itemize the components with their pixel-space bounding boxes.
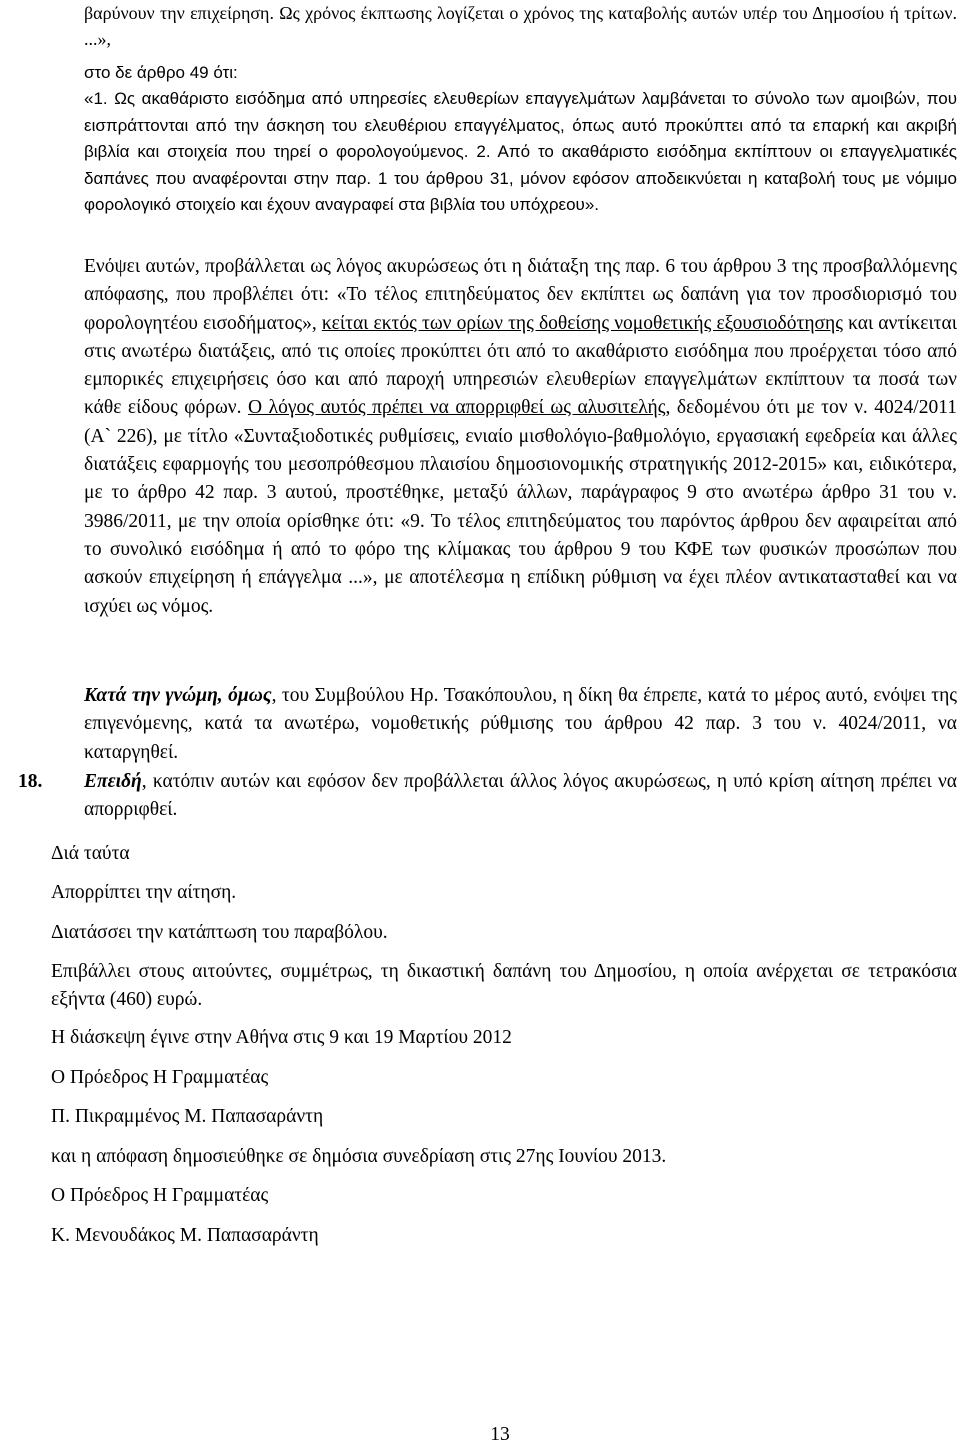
- ruling-forfeit: Διατάσσει την κατάπτωση του παραβόλου.: [51, 922, 388, 943]
- signatories-titles-2: Ο Πρόεδρος Η Γραμματέας: [51, 1185, 269, 1206]
- paragraph-18-text: , κατόπιν αυτών και εφόσον δεν προβάλλεται άλλος λόγος ακυρώσεως, η υπό κρίση αίτηση πρέπει να απορριφθεί.: [84, 771, 957, 821]
- signatories-titles-1: Ο Πρόεδρος Η Γραμματέας: [51, 1067, 269, 1088]
- ruling-rejects: Απορρίπτει την αίτηση.: [51, 882, 237, 903]
- underlined-phrase-2: Ο λόγος αυτός πρέπει να απορριφθεί ως αλυσιτελής: [248, 397, 666, 419]
- main-paragraph: [84, 253, 957, 621]
- deliberation-date: Η διάσκεψη έγινε στην Αθήνα στις 9 και 19 Μαρτίου 2012: [51, 1027, 512, 1048]
- signatories-names-2: Κ. Μενουδάκος Μ. Παπασαράντη: [51, 1225, 319, 1246]
- article-reference: στο δε άρθρο 49 ότι:: [84, 63, 238, 82]
- page-number: 13: [490, 1424, 510, 1445]
- main-text-1: Ενόψει αυτών, προβάλλεται ως λόγος ακυρώσεως ότι η διάταξη της παρ. 6 του άρθρου 3 της προσβαλλόμενης απόφασης, που προβλέπει ότι: «Το τέλος επιτηδεύματος δεν εκπίπτει ως δαπάνη για τον προσδιορισμό του φορολογητέου εισοδήματος»,: [84, 256, 957, 334]
- opinion-text: , του Συμβούλου Ηρ. Τσακόπουλου, η δίκη θα έπρεπε, κατά το μέρος αυτό, ενόψει της επιγενόμενης, κατά τα ανωτέρω, νομοθετικής ρύθμισης του άρθρου 42 παρ. 3 του ν. 4024/2011, να καταργηθεί.: [84, 685, 957, 763]
- minority-opinion: [84, 682, 957, 767]
- for-these-reasons: Διά ταύτα: [51, 843, 130, 864]
- signatories-names-1: Π. Πικραμμένος Μ. Παπασαράντη: [51, 1106, 324, 1127]
- main-text-2: και αντίκειται στις ανωτέρω διατάξεις, από τις οποίες προκύπτει ότι από το ακαθάριστο εισόδημα που προέρχεται τόσο από εμπορικές επιχειρήσεις όσο και από παροχή υπηρεσιών ελευθερίων επαγγελμάτων εκπίπτουν τα ποσά των κάθε είδους φόρων.: [84, 312, 957, 419]
- ruling-costs: Επιβάλλει στους αιτούντες, συμμέτρως, τη δικαστική δαπάνη του Δημοσίου, η οποία ανέρχεται σε τετρακόσια εξήντα (460) ευρώ.: [51, 961, 957, 1011]
- underlined-phrase-1: κείται εκτός των ορίων της δοθείσης νομοθετικής εξουσιοδότησης: [321, 312, 843, 334]
- article-quote: «1. Ως ακαθάριστο εισόδημα από υπηρεσίες ελευθερίων επαγγελμάτων λαμβάνεται το σύνολο των αμοιβών, που εισπράττονται από την άσκηση του ελευθέριου επαγγέλματος, όπως αυτό προκύπτει από τα επαρκή και ακριβή βιβλία και στοιχεία που τηρεί ο φορολογούμενος. 2. Από το ακαθάριστο εισόδημα εκπίπτουν οι επαγγελματικές δαπάνες που αναφέρονται στην παρ. 1 του άρθρου 31, μόνον εφόσον αποδεικνύεται η καταβολή τους με νόμιμο φορολογικό στοιχείο και έχουν αναγραφεί στα βιβλία του υπόχρεου».: [84, 89, 957, 214]
- paragraph-18: [18, 768, 957, 825]
- opinion-lead: Κατά την γνώμη, όμως: [84, 685, 272, 706]
- main-text-3: , δεδομένου ότι με τον ν. 4024/2011 (Α` 226), με τίτλο «Συνταξιοδοτικές ρυθμίσεις, ενιαίο μισθολόγιο-βαθμολόγιο, εργασιακή εφεδρεία και άλλες διατάξεις εφαρμογής του μεσοπρόθεσμου πλαισίου δημοσιονομικής στρατηγικής 2012-2015» και, ειδικότερα, με το άρθρο 42 παρ. 3 αυτού, προστέθηκε, μεταξύ άλλων, παράγραφος 9 στο ανωτέρω άρθρο 31 του ν. 3986/2011, με την οποία ορίσθηκε ότι: «9. Το τέλος επιτηδεύματος του παρόντος άρθρου δεν αφαιρείται από το συνολικό εισόδημα ή από το φόρο της κλίμακας του άρθρου 9 του ΚΦΕ των φυσικών προσώπων που ασκούν επιχείρηση ή επάγγελμα ...», με αποτέλεσμα η επίδικη ρύθμιση να έχει πλέον αντικατασταθεί και να ισχύει ως νόμος.: [84, 397, 957, 617]
- paragraph-number: 18.: [18, 771, 43, 792]
- paragraph-18-lead: Επειδή: [84, 771, 142, 792]
- publication-note: και η απόφαση δημοσιεύθηκε σε δημόσια συνεδρίαση στις 27ης Ιουνίου 2013.: [51, 1146, 667, 1167]
- quote-first-lines: βαρύνουν την επιχείρηση. Ως χρόνος έκπτωσης λογίζεται ο χρόνος της καταβολής αυτών υπέρ του Δημοσίου ή τρίτων. ...»,: [84, 3, 957, 49]
